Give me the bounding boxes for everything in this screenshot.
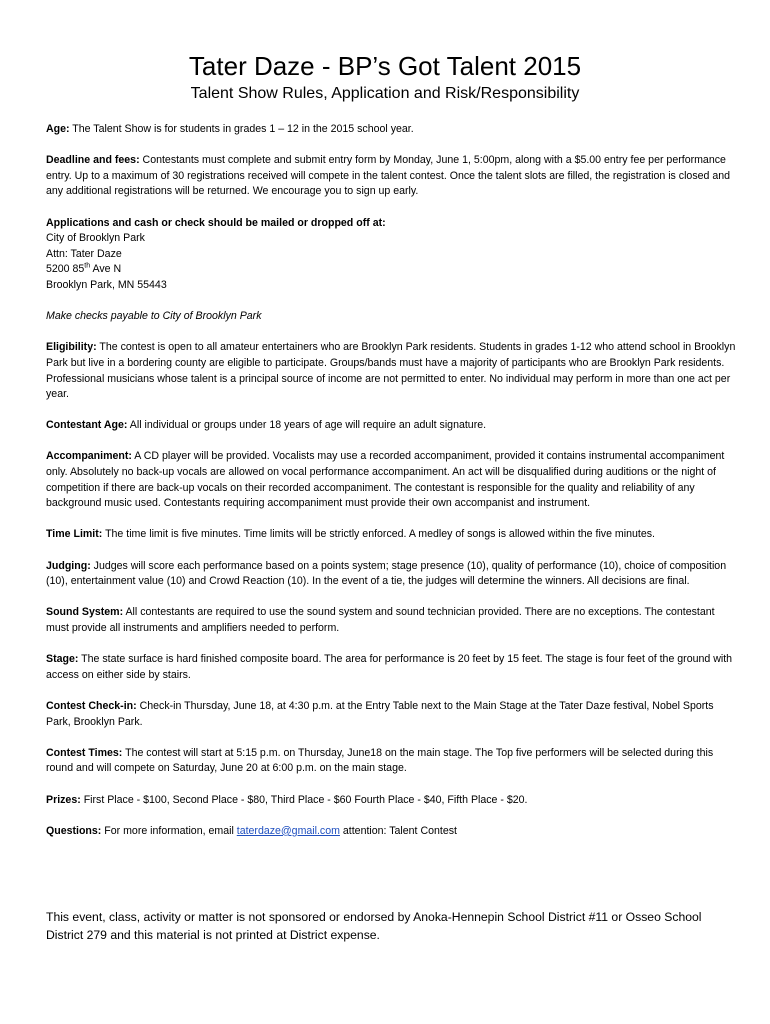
section-text: Judges will score each performance based on a points system; stage presence (10), quality of performance (10), choice of composition (10), entertainment value (10) and Crowd Reaction (10). In the event of a tie, the judges will determine the winners. All decisions are final. bbox=[46, 559, 727, 588]
section-text: The contest will start at 5:15 p.m. on Thursday, June18 on the main stage. The Top five performers will be selected during this round and will compete on Saturday, June 20 at 6:00 p.m. on the main stage. bbox=[46, 746, 714, 775]
disclaimer: This event, class, activity or matter is not sponsored or endorsed by Anoka-Hennepin School District #11 or Osseo School District 279 and this material is not printed at District expense. bbox=[46, 910, 702, 942]
section-sound-system bbox=[46, 605, 736, 636]
section-label: Age: bbox=[46, 123, 70, 135]
section-label: Contest Times: bbox=[46, 746, 123, 759]
section-text: All individual or groups under 18 years of age will require an adult signature. bbox=[127, 419, 487, 432]
section-text: The Talent Show is for students in grades 1 – 12 in the 2015 school year. bbox=[69, 123, 414, 135]
section-time-limit bbox=[46, 527, 736, 543]
section-label: Applications and cash or check should be mailed or dropped off at: bbox=[46, 216, 386, 229]
section-label: Judging: bbox=[46, 559, 91, 572]
section-label: Eligibility: bbox=[46, 341, 97, 354]
address-line-3 bbox=[46, 262, 736, 278]
section-accompaniment bbox=[46, 449, 736, 511]
section-text-tail: attention: Talent Contest bbox=[339, 824, 457, 837]
section-text: The state surface is hard finished composite board. The area for performance is 20 feet by 15 feet. The stage is four feet of the ground with access on either side by stairs. bbox=[46, 653, 733, 681]
section-contest-times bbox=[46, 746, 736, 777]
section-check-in bbox=[46, 699, 736, 730]
address-line-4: Brooklyn Park, MN 55443 bbox=[46, 278, 167, 291]
address-line-2: Attn: Tater Daze bbox=[46, 247, 122, 260]
section-label: Stage: bbox=[46, 653, 79, 666]
section-text: For more information, email bbox=[101, 824, 237, 837]
section-label: Deadline and fees: bbox=[46, 154, 140, 167]
section-label: Time Limit: bbox=[46, 528, 103, 541]
email-link[interactable]: taterdaze@gmail.com bbox=[236, 824, 340, 837]
section-text: The contest is open to all amateur entertainers who are Brooklyn Park residents. Students in grades 1-12 who attend school in Brooklyn Park but live in a bordering county are eligible to participate. Groups/bands must have a majority of participants who are Brooklyn Park residents. Professional musicians whose talent is a principal source of income are not permitted to enter. No individual may perform in more than one act per year. bbox=[46, 341, 736, 401]
page-title: Tater Daze - BP’s Got Talent 2015 bbox=[188, 51, 582, 81]
section-eligibility bbox=[46, 340, 736, 402]
section-text: Check-in Thursday, June 18, at 4:30 p.m. at the Entry Table next to the Main Stage at the Tater Daze festival, Nobel Sports Park, Brooklyn Park. bbox=[46, 699, 714, 728]
section-applications bbox=[46, 216, 736, 294]
section-text: The time limit is five minutes. Time limits will be strictly enforced. A medley of songs is allowed within the five minutes. bbox=[102, 528, 655, 541]
section-age bbox=[46, 122, 736, 138]
section-text: A CD player will be provided. Vocalists may use a recorded accompaniment, provided it contains instrumental accompaniment only. Absolutely no back-up vocals are allowed on vocal performance accompaniment. An act will be disqualified during auditions or the night of competition if there are back-up vocals on their recorded accompaniment. The contestant is responsible for the quality and reliability of any background music used. Contestants requiring accompaniment must provide their own accompanist and instrument. bbox=[46, 450, 725, 510]
address-street-name: Ave N bbox=[90, 263, 122, 276]
section-stage bbox=[46, 652, 736, 683]
section-text: Contestants must complete and submit entry form by Monday, June 1, 5:00pm, along with a $5.00 entry fee per performance entry. Up to a maximum of 30 registrations received will compete in the talent contest. Once the talent slots are filled, the registration is closed and any additional registrations will be returned. We encourage you to sign up early. bbox=[46, 154, 731, 198]
section-checks: Make checks payable to City of Brooklyn Park bbox=[46, 310, 262, 323]
address-superscript: th bbox=[84, 262, 91, 270]
rules-body bbox=[46, 122, 736, 855]
section-label: Sound System: bbox=[46, 606, 124, 619]
section-label: Accompaniment: bbox=[46, 450, 132, 463]
section-label: Prizes: bbox=[46, 793, 81, 806]
section-label: Contest Check-in: bbox=[46, 699, 137, 712]
section-prizes bbox=[46, 793, 736, 809]
section-contestant-age bbox=[46, 418, 736, 434]
section-deadline bbox=[46, 153, 736, 200]
address-line-1: City of Brooklyn Park bbox=[46, 232, 145, 245]
section-label: Questions: bbox=[46, 824, 102, 837]
section-text: First Place - $100, Second Place - $80, Third Place - $60 Fourth Place - $40, Fifth Place - $20. bbox=[80, 793, 528, 806]
section-questions bbox=[46, 824, 736, 840]
address-street-number: 5200 85 bbox=[46, 263, 85, 276]
section-label: Contestant Age: bbox=[46, 419, 128, 432]
section-judging bbox=[46, 559, 736, 590]
section-text: All contestants are required to use the sound system and sound technician provided. There are no exceptions. The contestant must provide all instruments and amplifiers needed to perform. bbox=[46, 606, 715, 634]
page-subtitle: Talent Show Rules, Application and Risk/Responsibility bbox=[190, 85, 580, 102]
